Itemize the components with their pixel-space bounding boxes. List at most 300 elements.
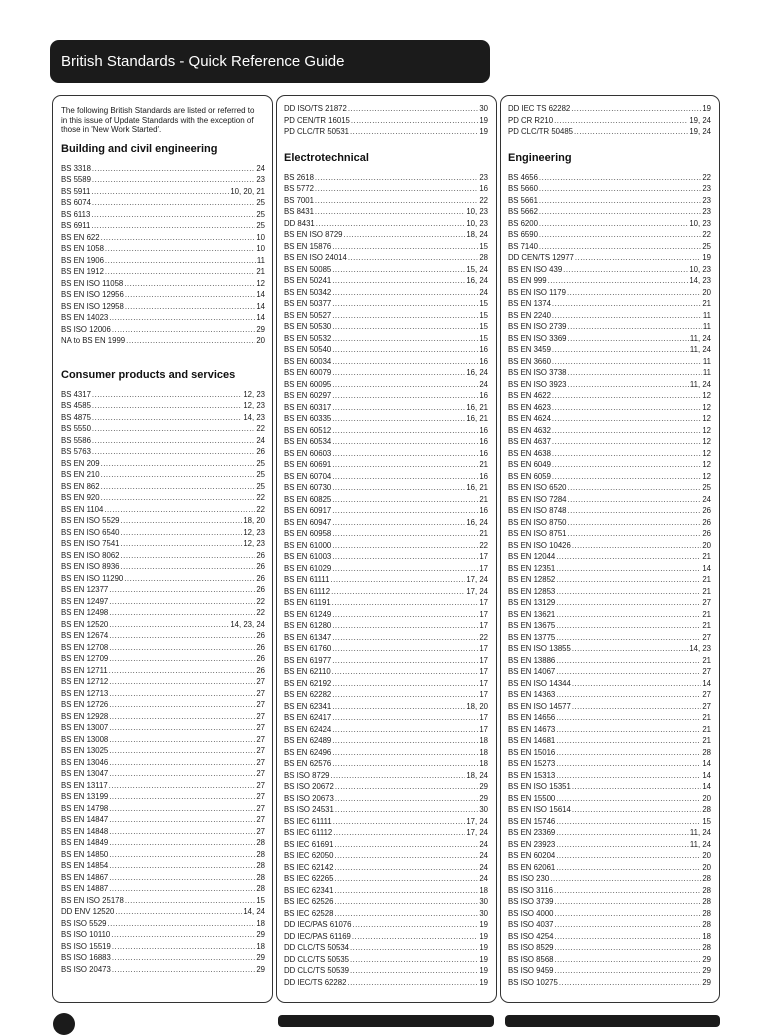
dot-leader [352, 931, 478, 943]
standard-code: BS 5661 [508, 195, 538, 205]
dot-leader [555, 965, 702, 977]
page-numbers: 26 [256, 631, 265, 640]
standard-code: BS EN 61249 [284, 609, 332, 619]
page-header [50, 40, 490, 83]
dot-leader [92, 163, 255, 175]
dot-leader [101, 469, 256, 481]
standard-code: DD IEC TS 62282 [508, 104, 571, 113]
standard-code: BS EN 14850 [61, 849, 109, 859]
standard-code: BS EN 14363 [508, 690, 556, 699]
standard-code: BS 4875 [61, 412, 91, 422]
standard-entry [284, 586, 488, 598]
dot-leader [332, 620, 478, 632]
standard-code: BS IEC 62050 [284, 851, 334, 860]
standard-code: BS ISO 3739 [508, 897, 554, 906]
page-numbers: 29 [479, 793, 488, 803]
page-numbers: 17 [479, 713, 488, 722]
page-numbers: 20 [702, 540, 711, 550]
standard-entry [508, 471, 711, 483]
standard-code: BS EN 210 [61, 470, 100, 479]
page-numbers: 14 [702, 759, 711, 768]
dot-leader [555, 942, 702, 954]
standard-entry [284, 712, 488, 724]
page-numbers: 29 [256, 930, 265, 939]
page-numbers: 12 [702, 460, 711, 469]
page-numbers: 17 [479, 598, 488, 607]
standard-entry [284, 678, 488, 690]
standard-entry [284, 689, 488, 701]
standard-code: BS EN ISO 8748 [508, 506, 567, 515]
standard-entry [284, 482, 488, 494]
dot-leader [332, 448, 478, 460]
dot-leader [568, 494, 702, 506]
page-numbers: 21 [702, 575, 711, 584]
standard-code: BS EN 12674 [61, 631, 109, 640]
standard-entry [61, 918, 265, 930]
standard-code: BS EN 13129 [508, 598, 556, 607]
standard-entry [284, 770, 488, 782]
page-numbers: 24 [479, 839, 488, 849]
standard-entry [284, 977, 488, 989]
standard-entry [508, 620, 711, 632]
dot-leader [332, 517, 465, 529]
page-numbers: 19 [479, 943, 488, 952]
dot-leader [347, 977, 478, 989]
dot-leader [335, 793, 478, 805]
dot-leader [92, 174, 255, 186]
standard-entry [284, 115, 488, 127]
standard-code: BS EN ISO 6540 [61, 527, 120, 537]
dot-leader [555, 919, 702, 931]
standard-entry [508, 724, 711, 736]
standard-entry [61, 734, 265, 746]
dot-leader [315, 172, 478, 184]
page-numbers: 28 [256, 838, 265, 847]
standard-code: BS EN ISO 10426 [508, 540, 571, 550]
dot-leader [556, 850, 701, 862]
standard-entry [284, 229, 488, 241]
standard-entry [61, 757, 265, 769]
dot-leader [556, 666, 701, 678]
standard-code: BS EN ISO 15614 [508, 805, 571, 814]
dot-leader [121, 550, 256, 562]
standard-entry [284, 367, 488, 379]
page-numbers: 17 [479, 621, 488, 630]
dot-leader [556, 632, 701, 644]
standard-entry [61, 266, 265, 278]
standard-code: BS EN ISO 14577 [508, 701, 571, 711]
page-numbers: 14 [702, 770, 711, 780]
standard-entry [508, 735, 711, 747]
dot-leader [121, 538, 243, 550]
standard-entry [508, 517, 711, 529]
standard-entry [284, 862, 488, 874]
standard-entry [284, 425, 488, 437]
standard-code: BS EN ISO 8729 [284, 230, 343, 239]
standard-code: BS ISO 5529 [61, 918, 107, 928]
dot-leader [334, 862, 478, 874]
dot-leader [109, 630, 255, 642]
page-numbers: 22 [702, 172, 711, 182]
dot-leader [568, 505, 702, 517]
standard-code: BS ISO 16883 [61, 953, 111, 962]
standard-code: BS 6113 [61, 209, 91, 219]
page-numbers: 12 [702, 471, 711, 481]
dot-leader [109, 699, 255, 711]
page-numbers: 28 [702, 908, 711, 918]
standard-code: BS EN 999 [508, 276, 547, 285]
standard-code: BS EN 50540 [284, 345, 332, 354]
page-numbers: 24 [479, 379, 488, 389]
page-numbers: 26 [256, 562, 265, 571]
standard-code: BS EN ISO 3369 [508, 333, 567, 343]
page-numbers: 23 [702, 207, 711, 216]
page-numbers: 29 [256, 964, 265, 974]
standard-code: BS ISO 24531 [284, 805, 334, 814]
page-numbers: 15 [702, 816, 711, 826]
dot-leader [539, 183, 701, 195]
standard-entry [284, 459, 488, 471]
standard-entry [508, 689, 711, 701]
standard-code: BS EN ISO 13855 [508, 644, 571, 653]
page-numbers: 10 [256, 244, 265, 253]
dot-leader [315, 195, 478, 207]
page-numbers: 21 [702, 552, 711, 561]
standard-code: BS 6200 [508, 218, 538, 228]
page-numbers: 21 [256, 267, 265, 276]
dot-leader [572, 643, 688, 655]
standard-entry [61, 849, 265, 861]
standard-entry [284, 965, 488, 977]
standard-code: BS EN 1906 [61, 255, 104, 265]
standard-entry [284, 206, 488, 218]
dot-leader [334, 896, 478, 908]
dot-leader [109, 722, 255, 734]
standard-entry [284, 954, 488, 966]
page-numbers: 19 [479, 977, 488, 987]
standard-entry [508, 402, 711, 414]
standard-entry [284, 252, 488, 264]
dot-leader [552, 298, 701, 310]
dot-leader [555, 931, 702, 943]
page-numbers: 29 [479, 782, 488, 791]
page-numbers: 28 [702, 920, 711, 929]
column-engineering [500, 95, 720, 1003]
dot-leader [348, 103, 478, 115]
standard-code: BS 6911 [61, 221, 91, 230]
page-numbers: 14, 23, 24 [230, 619, 265, 629]
page-numbers: 24 [479, 851, 488, 860]
standard-code: BS ISO 8729 [284, 770, 330, 780]
standard-code: BS ISO 9459 [508, 966, 554, 975]
dot-leader [334, 850, 478, 862]
page-numbers: 25 [702, 241, 711, 251]
dot-leader [125, 895, 255, 907]
dot-leader [109, 596, 255, 608]
standard-entry [508, 563, 711, 575]
standard-code: BS EN ISO 1179 [508, 287, 566, 297]
dot-leader [574, 126, 688, 138]
standard-code: BS IEC 62526 [284, 897, 334, 906]
dot-leader [332, 494, 478, 506]
dot-leader [552, 390, 701, 402]
dot-leader [554, 115, 688, 127]
dot-leader [331, 574, 466, 586]
page-numbers: 16, 24 [466, 368, 488, 377]
standard-code: BS EN ISO 2739 [508, 322, 567, 331]
dot-leader [575, 252, 701, 264]
page-numbers: 17 [479, 667, 488, 676]
standard-entry [61, 220, 265, 232]
page-numbers: 30 [479, 805, 488, 814]
dot-leader [91, 186, 229, 198]
page-numbers: 12 [702, 437, 711, 446]
page-numbers: 21 [702, 299, 711, 308]
page-numbers: 24 [479, 862, 488, 872]
page-numbers: 19 [479, 954, 488, 964]
dot-leader [332, 701, 465, 713]
standard-code: BS EN 13621 [508, 609, 556, 619]
page-numbers: 23 [479, 172, 488, 182]
standard-code: BS EN 62576 [284, 759, 332, 768]
dot-leader [568, 321, 702, 333]
standards-list [508, 172, 711, 989]
standard-entry [284, 873, 488, 885]
dot-leader [572, 678, 701, 690]
page-numbers: 10, 20, 21 [230, 186, 265, 196]
dot-leader [556, 551, 701, 563]
page-numbers: 19 [702, 104, 711, 113]
page-numbers: 27 [702, 667, 711, 676]
standard-code: BS EN 50085 [284, 264, 332, 274]
standard-entry [61, 469, 265, 481]
footer-bar [278, 1015, 494, 1027]
standard-entry [508, 482, 711, 494]
standard-entry [61, 906, 265, 918]
page-numbers: 11, 24 [689, 345, 711, 354]
standard-entry [284, 310, 488, 322]
standard-code: BS EN ISO 12956 [61, 290, 124, 299]
standard-code: BS EN 14887 [61, 884, 109, 893]
standard-code: BS EN 13007 [61, 723, 109, 732]
standard-entry [508, 356, 711, 368]
page-numbers: 22 [479, 195, 488, 205]
standard-entry [508, 367, 711, 379]
standard-code: BS EN 60317 [284, 402, 332, 412]
standard-code: BS EN 62061 [508, 862, 556, 872]
standard-code: BS EN ISO 8936 [61, 562, 120, 571]
standard-entry [284, 333, 488, 345]
dot-leader [109, 872, 255, 884]
page-numbers: 17, 24 [466, 586, 488, 596]
standard-code: PD CEN/TR 16015 [284, 115, 350, 125]
dot-leader [332, 471, 478, 483]
footer-bar [505, 1015, 720, 1027]
dot-leader [332, 505, 478, 517]
page-numbers: 20 [702, 862, 711, 872]
dot-leader [556, 747, 701, 759]
footer-page-marker [53, 1013, 75, 1035]
page-numbers: 11 [256, 255, 265, 265]
dot-leader [121, 515, 243, 527]
standard-entry [61, 711, 265, 723]
page-numbers: 24 [256, 163, 265, 173]
page-numbers: 28 [702, 874, 711, 883]
page-numbers: 30 [479, 104, 488, 113]
standard-entry [61, 803, 265, 815]
page-numbers: 21 [702, 586, 711, 596]
dot-leader [109, 711, 255, 723]
standard-entry [284, 816, 488, 828]
page-numbers: 19 [479, 127, 488, 136]
standard-entry [508, 321, 711, 333]
page-numbers: 16 [479, 437, 488, 446]
dot-leader [568, 333, 689, 345]
page-numbers: 14 [256, 313, 265, 322]
page-numbers: 17 [479, 563, 488, 573]
page-numbers: 26 [256, 654, 265, 663]
dot-leader [331, 770, 466, 782]
standard-entry [284, 827, 488, 839]
page-numbers: 29 [702, 977, 711, 987]
dot-leader [332, 724, 478, 736]
standard-entry [508, 459, 711, 471]
standard-entry [61, 301, 265, 313]
page-numbers: 22 [256, 493, 265, 502]
page-numbers: 27 [256, 803, 265, 813]
page-numbers: 18, 24 [466, 230, 488, 239]
standard-code: BS EN 15746 [508, 816, 556, 826]
page-numbers: 24 [479, 287, 488, 297]
page-numbers: 14 [256, 301, 265, 311]
standard-code: BS EN ISO 25178 [61, 895, 124, 905]
standard-code: BS EN 60034 [284, 356, 332, 366]
page-numbers: 10, 23 [466, 207, 488, 216]
standard-entry [284, 632, 488, 644]
standard-entry [508, 942, 711, 954]
standard-code: BS EN 50530 [284, 322, 332, 331]
standard-code: BS EN 4637 [508, 437, 551, 446]
page-numbers: 16 [479, 184, 488, 193]
standard-code: BS EN 13008 [61, 734, 109, 744]
page-numbers: 16 [479, 425, 488, 435]
dot-leader [572, 701, 701, 713]
page-numbers: 24 [479, 874, 488, 883]
standard-entry [284, 471, 488, 483]
dot-leader [331, 586, 465, 598]
dot-leader [552, 448, 701, 460]
standard-entry [61, 573, 265, 585]
dot-leader [121, 561, 256, 573]
standard-entry [61, 619, 265, 631]
page-numbers: 17 [479, 609, 488, 619]
dot-leader [539, 229, 701, 241]
standard-entry [284, 390, 488, 402]
standard-entry [284, 103, 488, 115]
page-numbers: 26 [256, 585, 265, 594]
dot-leader [109, 826, 255, 838]
page-numbers: 27 [256, 780, 265, 790]
page-numbers: 12, 23 [243, 401, 265, 410]
page-numbers: 27 [256, 746, 265, 755]
standard-entry [61, 446, 265, 458]
standard-entry [61, 527, 265, 539]
dot-leader [539, 195, 701, 207]
standard-code: BS EN 13117 [61, 780, 108, 790]
page-numbers: 27 [702, 632, 711, 642]
standard-entry [508, 896, 711, 908]
page-numbers: 25 [256, 458, 265, 468]
standard-code: BS 5660 [508, 184, 538, 193]
page-numbers: 27 [256, 677, 265, 686]
dot-leader [556, 793, 701, 805]
page-numbers: 30 [479, 908, 488, 918]
standard-code: BS EN 12520 [61, 619, 109, 629]
page-numbers: 29 [256, 324, 265, 334]
standard-entry [284, 701, 488, 713]
standard-entry [61, 837, 265, 849]
dot-leader [332, 551, 478, 563]
page-numbers: 18 [256, 941, 265, 951]
standard-code: BS EN 50532 [284, 333, 332, 343]
dot-leader [332, 379, 478, 391]
standard-code: BS EN ISO 8751 [508, 529, 567, 538]
standard-entry [284, 896, 488, 908]
dot-leader [109, 665, 256, 677]
standard-entry [284, 356, 488, 368]
standard-code: BS EN 1104 [61, 504, 104, 514]
dot-leader [571, 103, 701, 115]
dot-leader [332, 609, 478, 621]
page-numbers: 27 [256, 769, 265, 778]
standard-code: BS EN 60335 [284, 414, 332, 423]
dot-leader [124, 278, 255, 290]
dot-leader [556, 620, 701, 632]
standard-entry [61, 515, 265, 527]
standard-code: DD ISO/TS 21872 [284, 104, 347, 113]
standard-entry [508, 413, 711, 425]
dot-leader [109, 584, 255, 596]
page-numbers: 27 [256, 711, 265, 721]
dot-leader [112, 324, 255, 336]
standard-entry [508, 115, 711, 127]
dot-leader [109, 883, 255, 895]
standard-code: BS ISO 20673 [284, 793, 334, 803]
standard-entry [61, 630, 265, 642]
standard-code: BS EN 62489 [284, 736, 332, 745]
standard-code: BS EN 4624 [508, 414, 551, 423]
page-numbers: 14 [702, 563, 711, 573]
standard-entry [508, 919, 711, 931]
standard-code: BS EN 23923 [508, 839, 556, 849]
page-numbers: 18 [256, 918, 265, 928]
dot-leader [350, 954, 478, 966]
page-numbers: 15 [479, 241, 488, 251]
standard-code: BS EN 14673 [508, 724, 556, 734]
standard-code: BS EN ISO 3923 [508, 379, 567, 389]
standard-code: BS EN 12852 [508, 575, 556, 584]
page-numbers: 16, 21 [466, 414, 488, 423]
standard-entry [61, 826, 265, 838]
page-numbers: 14, 23 [689, 644, 711, 653]
standard-entry [61, 335, 265, 347]
intro-text: The following British Standards are listed or referred to in this issue of Update Standards with the exception of those in 'New Work Started'. [61, 106, 255, 134]
standard-entry [508, 862, 711, 874]
standard-code: BS EN 60297 [284, 391, 332, 400]
standard-code: BS EN 61111 [284, 575, 330, 584]
page-numbers: 20 [702, 287, 711, 297]
page-numbers: 15 [256, 895, 265, 905]
